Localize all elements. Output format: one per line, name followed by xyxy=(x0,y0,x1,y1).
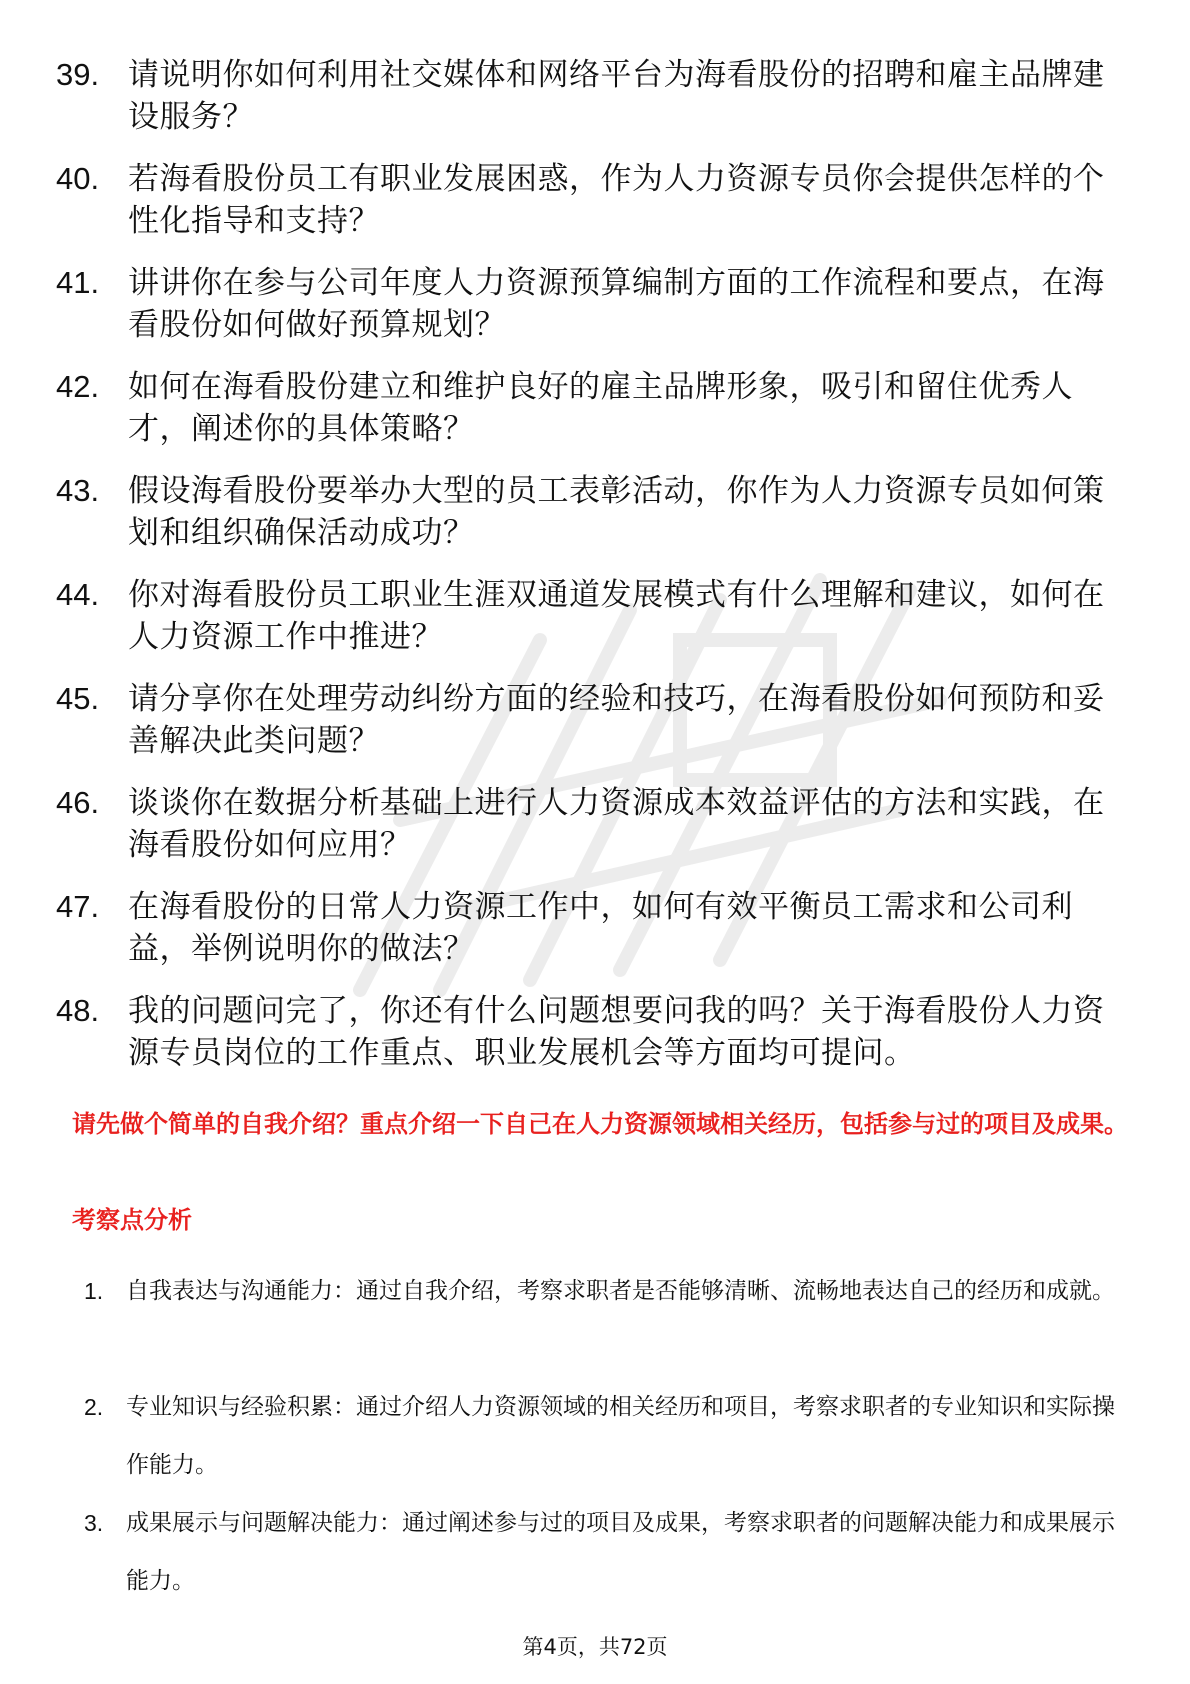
question-number: 44. xyxy=(56,577,100,612)
analysis-list xyxy=(84,1262,1134,1610)
page-footer: 第4页，共72页 xyxy=(522,1635,668,1659)
question-item xyxy=(56,990,1136,1094)
analysis-text: 专业知识与经验积累：通过介绍人力资源领域的相关经历和项目，考察求职者的专业知识和实际操作能力。 xyxy=(126,1394,1115,1478)
question-number: 43. xyxy=(56,473,100,508)
question-number: 41. xyxy=(56,265,100,300)
question-item xyxy=(56,158,1136,262)
question-item xyxy=(56,470,1136,574)
question-number: 42. xyxy=(56,369,100,404)
analysis-item xyxy=(84,1262,1134,1378)
section-title: 考察点分析 xyxy=(72,1206,192,1234)
question-number: 39. xyxy=(56,57,100,92)
question-number: 45. xyxy=(56,681,100,716)
question-item xyxy=(56,886,1136,990)
question-text: 请分享你在处理劳动纠纷方面的经验和技巧，在海看股份如何预防和妥善解决此类问题？ xyxy=(128,681,1105,759)
question-item xyxy=(56,782,1136,886)
analysis-text: 自我表达与沟通能力：通过自我介绍，考察求职者是否能够清晰、流畅地表达自己的经历和成就。 xyxy=(126,1278,1115,1304)
analysis-number: 1. xyxy=(84,1278,104,1304)
analysis-item xyxy=(84,1378,1134,1494)
question-item xyxy=(56,678,1136,782)
analysis-number: 3. xyxy=(84,1510,104,1536)
highlight-question: 请先做个简单的自我介绍？重点介绍一下自己在人力资源领域相关经历，包括参与过的项目及成果。 xyxy=(72,1110,1128,1138)
question-text: 我的问题问完了，你还有什么问题想要问我的吗？关于海看股份人力资源专员岗位的工作重点、职业发展机会等方面均可提问。 xyxy=(128,993,1105,1071)
question-text: 若海看股份员工有职业发展困惑，作为人力资源专员你会提供怎样的个性化指导和支持？ xyxy=(128,161,1105,239)
question-text: 谈谈你在数据分析基础上进行人力资源成本效益评估的方法和实践，在海看股份如何应用？ xyxy=(128,785,1105,863)
analysis-text: 成果展示与问题解决能力：通过阐述参与过的项目及成果，考察求职者的问题解决能力和成果展示能力。 xyxy=(126,1510,1115,1594)
question-text: 假设海看股份要举办大型的员工表彰活动，你作为人力资源专员如何策划和组织确保活动成功？ xyxy=(128,473,1105,551)
question-item xyxy=(56,574,1136,678)
question-number: 48. xyxy=(56,993,100,1028)
analysis-item xyxy=(84,1494,1134,1610)
analysis-number: 2. xyxy=(84,1394,104,1420)
question-item xyxy=(56,54,1136,158)
question-text: 讲讲你在参与公司年度人力资源预算编制方面的工作流程和要点，在海看股份如何做好预算规划？ xyxy=(128,265,1105,343)
question-text: 你对海看股份员工职业生涯双通道发展模式有什么理解和建议，如何在人力资源工作中推进？ xyxy=(128,577,1105,655)
question-text: 请说明你如何利用社交媒体和网络平台为海看股份的招聘和雇主品牌建设服务？ xyxy=(128,57,1105,135)
question-number: 47. xyxy=(56,889,100,924)
question-item xyxy=(56,262,1136,366)
question-number: 40. xyxy=(56,161,100,196)
question-number: 46. xyxy=(56,785,100,820)
question-item xyxy=(56,366,1136,470)
question-text: 如何在海看股份建立和维护良好的雇主品牌形象，吸引和留住优秀人才，阐述你的具体策略？ xyxy=(128,369,1073,447)
question-list xyxy=(56,54,1136,1094)
question-text: 在海看股份的日常人力资源工作中，如何有效平衡员工需求和公司利益，举例说明你的做法？ xyxy=(128,889,1073,967)
